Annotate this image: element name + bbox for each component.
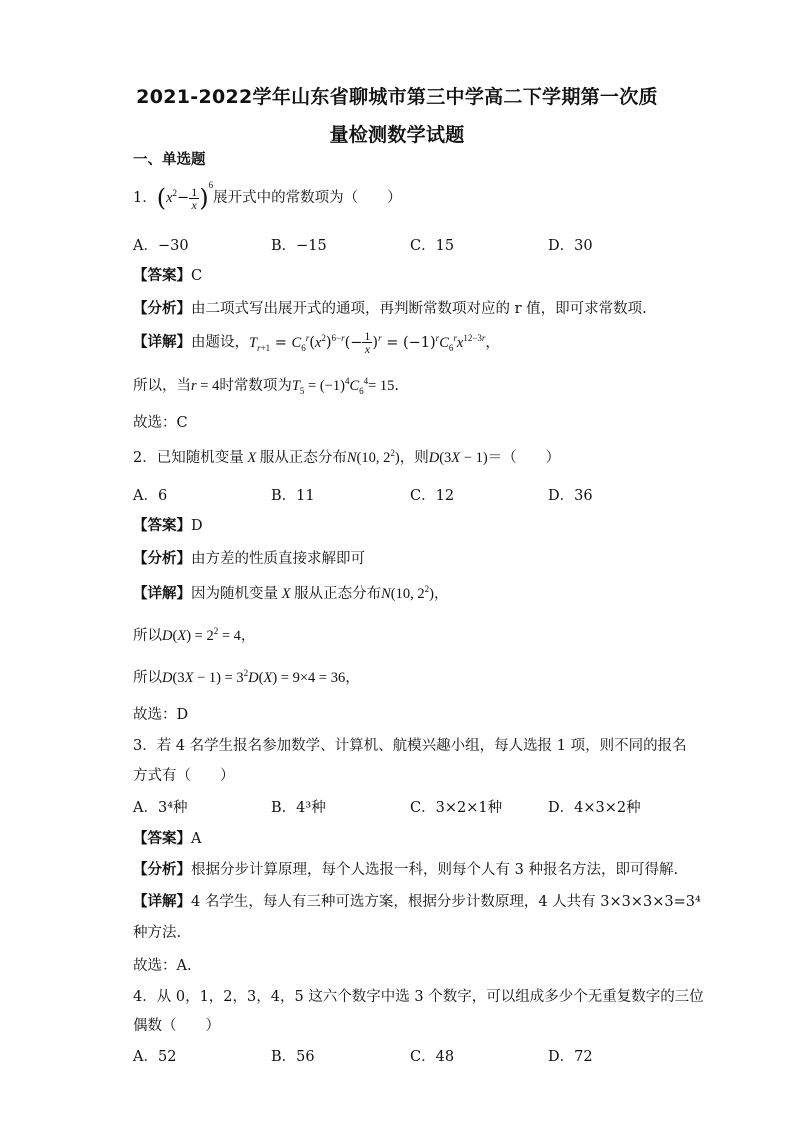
q4-option-a: A．52 — [133, 1049, 177, 1065]
q3-answer-value: A — [191, 831, 202, 847]
q2-analysis-text: 由方差的性质直接求解即可 — [191, 551, 365, 567]
detail-label: 【详解】 — [133, 894, 191, 910]
q3-detail-line2: 种方法. — [133, 925, 182, 941]
q1-answer — [133, 264, 202, 285]
q1-expression: ($x^2-$ $\frac{1}{x}$ )$^6$ — [156, 180, 214, 212]
q2-stem: 2．已知随机变量 X 服从正态分布N(10, $2^2$)，则D(3X − 1)＝（ ） — [133, 448, 561, 466]
q1-option-d: D．30 — [548, 238, 593, 254]
q4-option-b: B．56 — [271, 1049, 315, 1065]
choose-label: 故选： — [133, 958, 177, 974]
q2-number: 2． — [133, 450, 157, 466]
q1-analysis-text: 由二项式写出展开式的通项，再判断常数项对应的 r 值，即可求常数项. — [191, 301, 647, 317]
q3-number: 3． — [133, 738, 157, 754]
q2-answer — [133, 514, 203, 535]
doc-title-line2: 量检测数学试题 — [329, 124, 465, 146]
q1-option-b: B．−15 — [271, 238, 327, 254]
q4-option-d: D．72 — [548, 1049, 593, 1065]
q3-option-b: B．4³种 — [271, 800, 326, 816]
q1-option-c: C．15 — [410, 238, 455, 254]
q2-option-a: A．6 — [133, 488, 168, 504]
q3-detail — [133, 890, 701, 911]
q2-line1-prefix: 所以 — [133, 628, 162, 644]
q1-result-eq: = 15 — [368, 378, 395, 394]
q1-stem — [133, 180, 402, 212]
answer-label: 【答案】 — [133, 518, 191, 534]
q2-detail-b: 服从正态分布 — [294, 586, 382, 602]
q2-stem-b: 服从正态分布 — [259, 450, 347, 466]
q2-stem-d: ＝（ ） — [487, 450, 561, 466]
q2-answer-value: D — [191, 518, 203, 534]
q1-choose — [133, 411, 188, 432]
q3-analysis-text: 根据分步计算原理，每个人选报一科，则每个人有 3 种报名方法，即可得解. — [191, 862, 679, 878]
q2-detail: 【详解】因为随机变量 X 服从正态分布N(10, $2^2$)， — [133, 584, 449, 602]
choose-label: 故选： — [133, 415, 177, 431]
q3-stem-line1 — [133, 734, 687, 755]
q1-answer-value: C — [191, 268, 203, 284]
q1-general-term: $T_{r+1} = C_6^r(x^2)^{6-r}(-$ $\frac{1}{x}$ )$^r = (-1)^rC_6^rx^{12-3r}$， — [249, 329, 500, 356]
q4-stem-1: 从 0，1，2，3，4，5 这六个数字中选 3 个数字，可以组成多少个无重复数字的三位 — [156, 989, 704, 1005]
q3-detail-1: 4 名学生，每人有三种可选方案，根据分步计数原理，4 人共有 3×3×3×3=3⁴ — [191, 894, 701, 910]
q3-option-a: A．3⁴种 — [133, 800, 188, 816]
q2-detail-a: 因为随机变量 — [191, 586, 278, 602]
analysis-label: 【分析】 — [133, 862, 191, 878]
q1-result-prefix: 所以，当 — [133, 378, 191, 394]
q4-stem-line2: 偶数（ ） — [133, 1018, 220, 1034]
q2-line2-prefix: 所以 — [133, 670, 162, 686]
q1-detail — [133, 330, 500, 355]
q4-stem-line1 — [133, 985, 704, 1006]
section-heading: 一、单选题 — [133, 152, 206, 168]
q2-choose — [133, 703, 188, 724]
q2-stem-a: 已知随机变量 — [156, 450, 244, 466]
q3-choose — [133, 954, 192, 975]
choose-label: 故选： — [133, 707, 177, 723]
q1-detail-prefix: 由题设， — [191, 334, 249, 351]
q1-option-a: A．−30 — [133, 238, 189, 254]
analysis-label: 【分析】 — [133, 551, 191, 567]
q3-stem-line2: 方式有（ ） — [133, 768, 235, 784]
q3-choose-value: A. — [176, 958, 192, 974]
answer-label: 【答案】 — [133, 831, 191, 847]
q2-line2: 所以$D(3X - 1) = 3^2D(X) = 9\times 4 = 36$， — [133, 668, 360, 686]
q1-analysis — [133, 297, 647, 318]
q1-result-mid: 时常数项为 — [219, 378, 292, 394]
answer-label: 【答案】 — [133, 268, 191, 284]
q3-option-c: C．3×2×1种 — [410, 800, 503, 816]
q1-stem-text: 展开式中的常数项为（ ） — [213, 190, 402, 206]
q2-stem-c: ，则 — [399, 450, 429, 466]
detail-label: 【详解】 — [133, 334, 191, 351]
analysis-label: 【分析】 — [133, 301, 191, 317]
q2-option-d: D．36 — [548, 488, 593, 504]
q2-choose-value: D — [176, 707, 189, 723]
detail-label: 【详解】 — [133, 586, 191, 602]
q3-analysis — [133, 858, 678, 879]
doc-title-line1: 2021-2022学年山东省聊城市第三中学高二下学期第一次质 — [136, 86, 658, 108]
q2-analysis — [133, 547, 365, 568]
q3-answer — [133, 827, 201, 848]
q2-line2-eq: = 9×4 = 36， — [280, 670, 360, 686]
q1-result: 所以，当r = 4时常数项为$T_5 = (-1)^4C_6^4= 15$. — [133, 376, 400, 396]
q4-option-c: C．48 — [410, 1049, 455, 1065]
q1-choose-value: C — [176, 415, 188, 431]
q2-line1-eq: = 4， — [221, 628, 256, 644]
q4-number: 4． — [133, 989, 157, 1005]
q3-option-d: D．4×3×2种 — [548, 800, 641, 816]
q2-line1: 所以$D(X) = 2^2 = 4$， — [133, 626, 256, 644]
q2-option-b: B．11 — [271, 488, 315, 504]
q3-stem-1: 若 4 名学生报名参加数学、计算机、航模兴趣小组，每人选报 1 项，则不同的报名 — [156, 738, 687, 754]
q2-option-c: C．12 — [410, 488, 455, 504]
q1-number: 1． — [133, 190, 157, 206]
